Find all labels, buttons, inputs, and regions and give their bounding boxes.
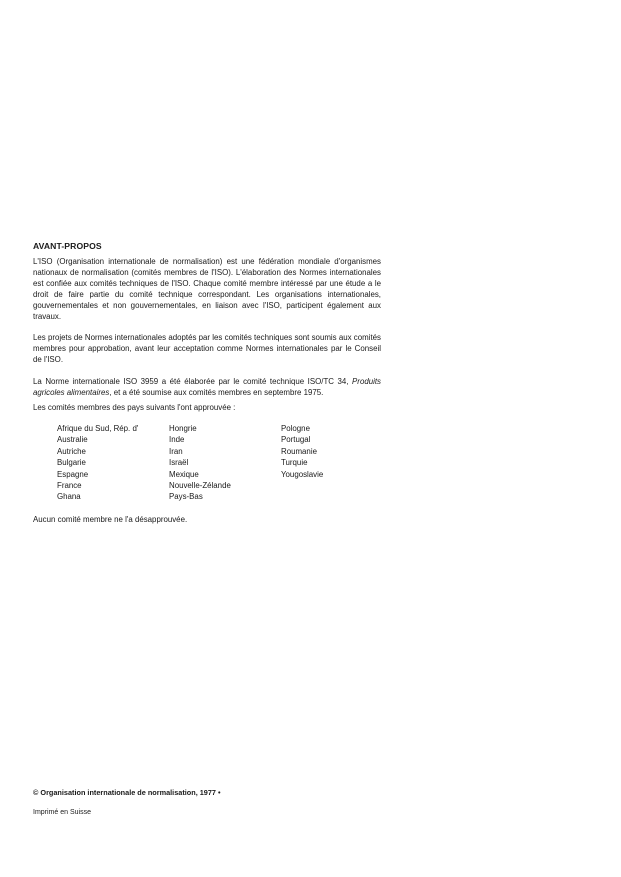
country-name: Israël [169,458,189,468]
paragraph-iso-3959 [33,377,381,399]
country-column-3 [281,423,381,503]
country-name: Ghana [57,492,81,502]
country-name: Nouvelle-Zélande [169,480,231,490]
country-name: Autriche [57,446,86,456]
country-name: Turquie [281,458,308,468]
paragraph-iso-3959-end: , et a été soumise aux comités membres en septembre 1975. [109,388,324,398]
country-name: Bulgarie [57,458,86,468]
copyright-notice: © Organisation internationale de normalisation, 1977 • [33,788,221,797]
committee-name: Produits agricoles alimentaires [33,377,381,398]
paragraph-iso-3959-start: La Norme internationale ISO 3959 a été élaborée par le comité technique ISO/TC 34, [33,377,353,387]
country-name: Yougoslavie [281,469,324,479]
disapproval-statement: Aucun comité membre ne l'a désapprouvée. [33,514,188,524]
printed-in-note: Imprimé en Suisse [33,809,91,816]
country-name: Inde [169,435,185,445]
country-name: Pologne [281,423,310,433]
country-column-1 [57,423,169,503]
country-name: Afrique du Sud, Rép. d' [57,423,139,433]
foreword-heading: AVANT-PROPOS [33,241,102,251]
approving-members-intro: Les comités membres des pays suivants l'ont approuvée : [33,402,236,412]
country-name: Espagne [57,469,89,479]
country-name: Australie [57,435,88,445]
country-name: Portugal [281,435,311,445]
country-name: Pays-Bas [169,492,203,502]
country-name: France [57,480,82,490]
paragraph-draft-standards: Les projets de Normes internationales adoptés par les comités techniques sont soumis aux comités membres pour approbation, avant leur acceptation comme Normes internationales par le Conseil de l'ISO. [33,333,381,365]
country-name: Mexique [169,469,199,479]
country-name: Hongrie [169,423,197,433]
foreword-section [33,241,381,526]
country-list [57,423,381,503]
country-column-2 [169,423,281,503]
page-footer [33,788,353,816]
paragraph-iso-description: L'ISO (Organisation internationale de normalisation) est une fédération mondiale d'organismes nationaux de normalisation (comités membres de l'ISO). L'élaboration des Normes internationales est confiée aux comités techniques de l'ISO. Chaque comité membre intéressé par une étude a le droit de faire partie du comité technique correspondant. Les organisations internationales, gouvernementales et non gouvernementales, en liaison avec l'ISO, participent également aux travaux. [33,257,381,321]
country-name: Iran [169,446,183,456]
country-name: Roumanie [281,446,317,456]
